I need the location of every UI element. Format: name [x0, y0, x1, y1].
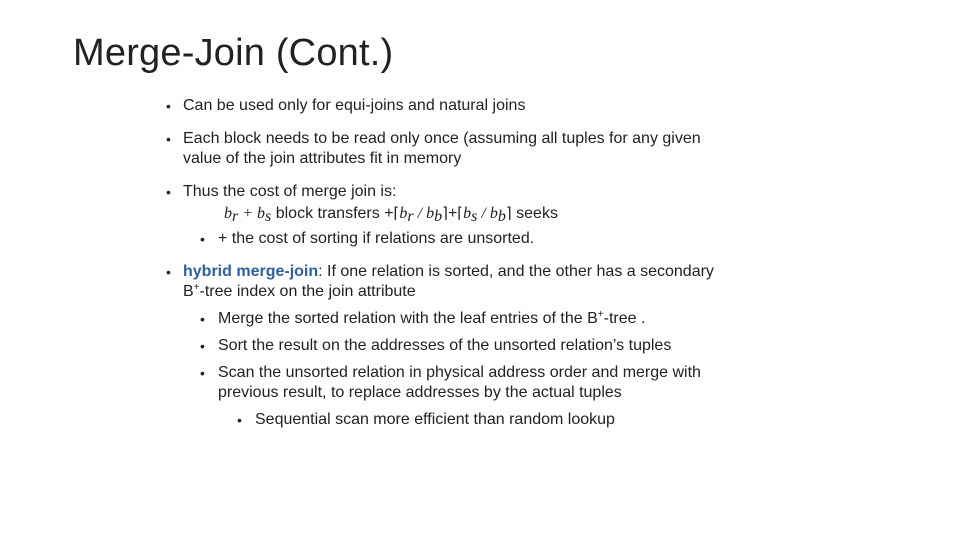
sub-bullet-sorting-cost: + the cost of sorting if relations are unsorted. [218, 230, 535, 247]
ceil-right: ⌉ [442, 204, 448, 222]
bullet-read-once-line1: Each block needs to be read only once (assuming all tuples for any given [183, 130, 701, 147]
sub-bullet-sort-addresses: Sort the result on the addresses of the unsorted relation’s tuples [218, 337, 672, 354]
sub-bullet-merge-leaf: Merge the sorted relation with the leaf entries of the B+-tree . [218, 309, 646, 327]
sub-bullet-scan-line1: Scan the unsorted relation in physical address order and merge with [218, 364, 701, 381]
bullet-icon: • [166, 131, 171, 147]
ceil-left: ⌈ [457, 204, 464, 222]
ceil-right: ⌉ [505, 204, 512, 222]
bullet-icon: • [200, 338, 205, 354]
slide-title: Merge-Join (Cont.) [73, 32, 394, 74]
bullet-icon: • [200, 311, 205, 327]
bullet-hybrid-merge-join: hybrid merge-join: If one relation is sorted, and the other has a secondary [183, 263, 714, 280]
bullet-equi-joins: Can be used only for equi-joins and natural joins [183, 97, 526, 114]
bullet-hybrid-line2: B+-tree index on the join attribute [183, 282, 416, 300]
bullet-icon: • [166, 264, 171, 280]
hybrid-merge-join-term: hybrid merge-join [183, 263, 319, 280]
bullet-icon: • [200, 231, 205, 247]
bullet-icon: • [237, 412, 242, 428]
sub-sub-bullet-sequential-scan: Sequential scan more efficient than random lookup [255, 411, 615, 428]
bullet-read-once-line2: value of the join attributes fit in memory [183, 150, 462, 167]
bullet-icon: • [200, 365, 205, 381]
cost-formula: $b_r + b_s$ block transfers $+⌈b_r$ / $b_b⌉+⌈b_s$ / $b_b⌉$ seeks [224, 204, 558, 225]
sub-bullet-scan-line2: previous result, to replace addresses by the actual tuples [218, 384, 622, 401]
ceil-left: ⌈ [393, 204, 400, 222]
bullet-icon: • [166, 98, 171, 114]
bullet-icon: • [166, 184, 171, 200]
bullet-cost-intro: Thus the cost of merge join is: [183, 183, 397, 200]
